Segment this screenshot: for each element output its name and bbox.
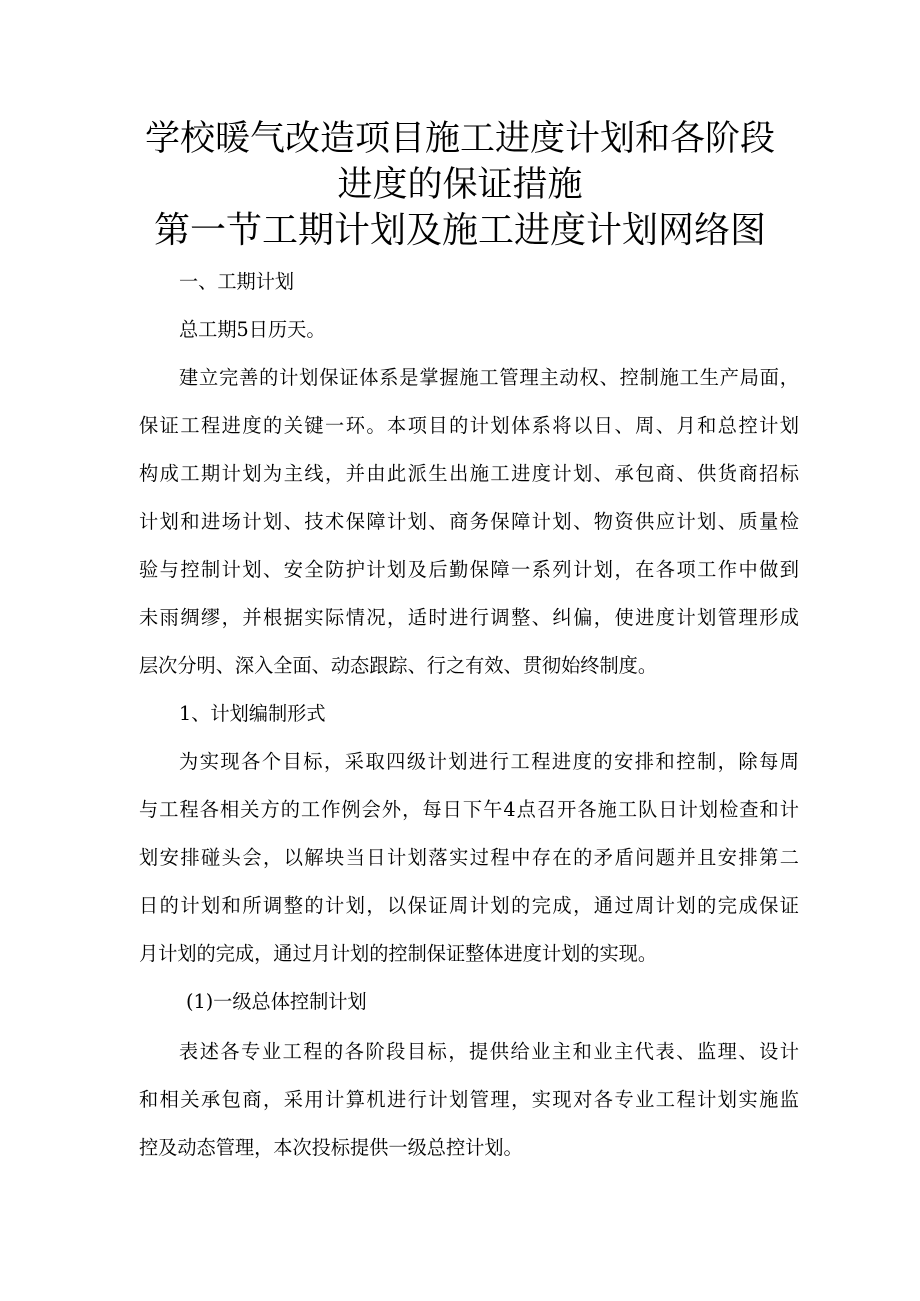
paragraph-1-line: 验与控制计划、安全防护计划及后勤保障一系列计划，在各项工作中做到 (139, 558, 799, 581)
document-title-line-2: 进度的保证措施 (337, 165, 583, 205)
paragraph-3-line: 和相关承包商，采用计算机进行计划管理，实现对各专业工程计划实施监 (139, 1088, 799, 1111)
paragraph-2-line: 为实现各个目标，采取四级计划进行工程进度的安排和控制，除每周 (179, 750, 799, 773)
subheading-level-1-plan: (1)一级总体控制计划 (186, 990, 367, 1013)
section-title: 第一节工期计划及施工进度计划网络图 (153, 210, 766, 251)
document-title-line-1: 学校暖气改造项目施工进度计划和各阶段 (144, 119, 775, 159)
total-period-text: 总工期5日历天。 (179, 318, 326, 341)
paragraph-3-line: 表述各专业工程的各阶段目标，提供给业主和业主代表、监理、设计 (179, 1040, 799, 1063)
paragraph-1-line: 建立完善的计划保证体系是掌握施工管理主动权、控制施工生产局面， (179, 366, 799, 389)
paragraph-1-line: 计划和进场计划、技术保障计划、商务保障计划、物资供应计划、质量检 (139, 510, 799, 533)
paragraph-1-line: 未雨绸缪，并根据实际情况，适时进行调整、纠偏，使进度计划管理形成 (139, 606, 799, 629)
paragraph-2-line: 月计划的完成，通过月计划的控制保证整体进度计划的实现。 (139, 942, 658, 965)
paragraph-2-line: 日的计划和所调整的计划，以保证周计划的完成，通过周计划的完成保证 (139, 894, 799, 917)
paragraph-2-line: 划安排碰头会，以解块当日计划落实过程中存在的矛盾问题并且安排第二 (139, 846, 799, 869)
paragraph-1-line: 构成工期计划为主线，并由此派生出施工进度计划、承包商、供货商招标 (139, 462, 799, 485)
paragraph-3-line: 控及动态管理，本次投标提供一级总控计划。 (139, 1136, 523, 1159)
section-heading: 一、工期计划 (179, 270, 295, 293)
paragraph-1-line: 层次分明、深入全面、动态跟踪、行之有效、贯彻始终制度。 (139, 654, 658, 677)
paragraph-2-line: 与工程各相关方的工作例会外，每日下午4点召开各施工队日计划检查和计 (139, 798, 799, 821)
paragraph-1-line: 保证工程进度的关键一环。本项目的计划体系将以日、周、月和总控计划 (139, 414, 799, 437)
subheading-plan-format: 1、计划编制形式 (179, 702, 326, 725)
